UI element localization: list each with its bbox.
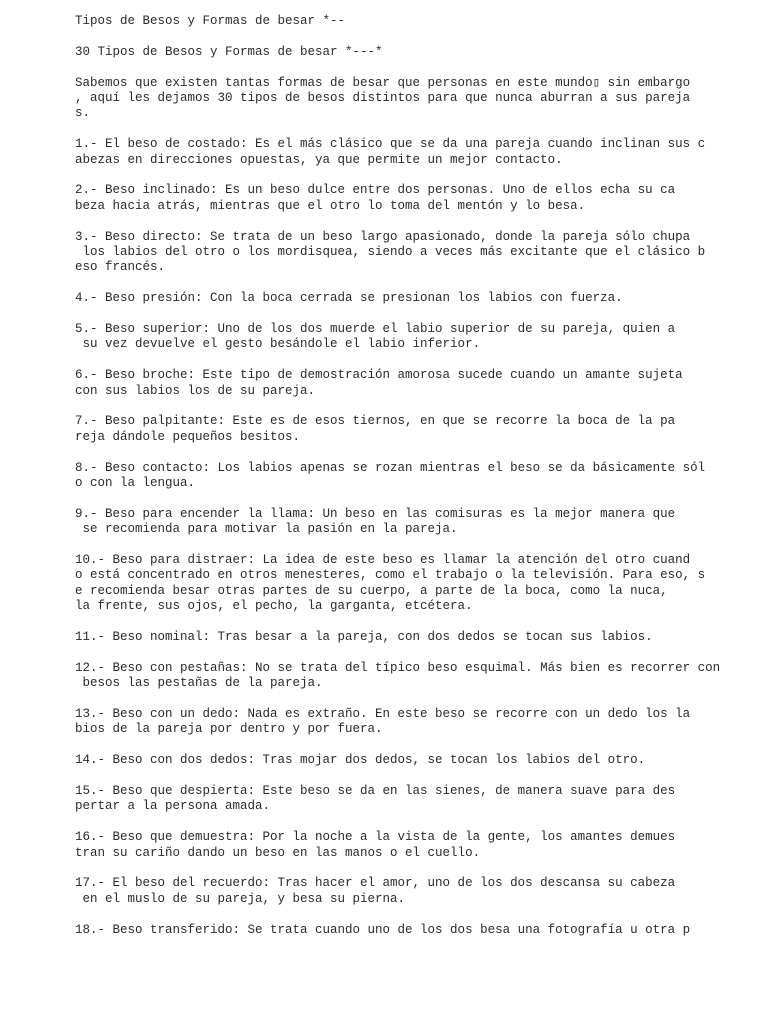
text-line: reja dándole pequeños besitos. (75, 429, 301, 444)
document-paragraph (75, 461, 755, 492)
text-line: pertar a la persona amada. (75, 799, 271, 814)
text-line: 5.- Beso superior: Uno de los dos muerde el labio superior de su pareja, quien a (75, 322, 676, 337)
text-line: 17.- El beso del recuerdo: Tras hacer el amor, uno de los dos descansa su cabeza (75, 876, 676, 891)
text-line: o está concentrado en otros menesteres, como el trabajo o la televisión. Para eso, s (75, 568, 706, 583)
text-line: tran su cariño dando un beso en las manos o el cuello. (75, 845, 481, 860)
text-line: 1.- El beso de costado: Es el más clásico que se da una pareja cuando inclinan sus c (75, 137, 706, 152)
document-paragraph (75, 137, 755, 168)
document-paragraph (75, 707, 755, 738)
document-paragraph (75, 830, 755, 861)
text-line: los labios del otro o los mordisquea, siendo a veces más excitante que el clásico b (75, 245, 706, 260)
document-paragraph (75, 553, 755, 615)
text-line: s. (75, 106, 91, 121)
document-paragraph (75, 291, 755, 306)
document-paragraph (75, 322, 755, 353)
text-line: 14.- Beso con dos dedos: Tras mojar dos dedos, se tocan los labios del otro. (75, 753, 646, 768)
text-line: 15.- Beso que despierta: Este beso se da en las sienes, de manera suave para des (75, 784, 676, 799)
document-paragraph (75, 876, 755, 907)
text-line: se recomienda para motivar la pasión en la pareja. (75, 522, 458, 537)
text-line: o con la lengua. (75, 476, 196, 491)
text-line: 30 Tipos de Besos y Formas de besar *---* (75, 44, 383, 59)
document-paragraph (75, 661, 755, 692)
text-line: 7.- Beso palpitante: Este es de esos tiernos, en que se recorre la boca de la pa (75, 414, 676, 429)
document-paragraph (75, 507, 755, 538)
document-paragraph (75, 784, 755, 815)
document-subtitle (75, 45, 755, 60)
document-paragraph (75, 923, 755, 938)
text-line: 2.- Beso inclinado: Es un beso dulce entre dos personas. Uno de ellos echa su ca (75, 183, 676, 198)
text-line: 12.- Beso con pestañas: No se trata del típico beso esquimal. Más bien es recorrer con (75, 660, 721, 675)
text-line: , aquí les dejamos 30 tipos de besos distintos para que nunca aburran a sus pareja (75, 91, 691, 105)
text-line: abezas en direcciones opuestas, ya que permite un mejor contacto. (75, 152, 563, 167)
text-line: besos las pestañas de la pareja. (75, 676, 323, 691)
document-body (75, 14, 755, 953)
text-line: beza hacia atrás, mientras que el otro lo toma del mentón y lo besa. (75, 198, 586, 213)
text-line: 16.- Beso que demuestra: Por la noche a la vista de la gente, los amantes demues (75, 830, 676, 845)
text-line: en el muslo de su pareja, y besa su pierna. (75, 891, 406, 906)
text-line: con sus labios los de su pareja. (75, 383, 316, 398)
document-paragraph (75, 368, 755, 399)
text-line: 8.- Beso contacto: Los labios apenas se rozan mientras el beso se da básicamente sól (75, 460, 706, 475)
text-line: 9.- Beso para encender la llama: Un beso en las comisuras es la mejor manera que (75, 506, 676, 521)
document-paragraph (75, 753, 755, 768)
text-line: 18.- Beso transferido: Se trata cuando uno de los dos besa una fotografía u otra p (75, 922, 691, 937)
text-line: eso francés. (75, 260, 166, 275)
text-line: 11.- Beso nominal: Tras besar a la pareja, con dos dedos se tocan sus labios. (75, 630, 653, 645)
text-line: e recomienda besar otras partes de su cuerpo, a parte de la boca, como la nuca, (75, 583, 668, 598)
document-paragraph (75, 414, 755, 445)
text-line: Tipos de Besos y Formas de besar *-- (75, 14, 346, 28)
text-line: su vez devuelve el gesto besándole el labio inferior. (75, 337, 481, 352)
text-line: 10.- Beso para distraer: La idea de este beso es llamar la atención del otro cuand (75, 553, 691, 568)
document-paragraph (75, 630, 755, 645)
text-line: 13.- Beso con un dedo: Nada es extraño. En este beso se recorre con un dedo los la (75, 707, 691, 722)
document-paragraph (75, 230, 755, 276)
text-line: Sabemos que existen tantas formas de besar que personas en este mundo▯ sin embargo (75, 75, 691, 90)
text-line: bios de la pareja por dentro y por fuera. (75, 722, 383, 737)
text-line: 4.- Beso presión: Con la boca cerrada se presionan los labios con fuerza. (75, 291, 623, 306)
text-line: 6.- Beso broche: Este tipo de demostración amorosa sucede cuando un amante sujeta (75, 368, 683, 383)
text-line: la frente, sus ojos, el pecho, la garganta, etcétera. (75, 599, 473, 614)
document-title (75, 14, 755, 29)
text-line: 3.- Beso directo: Se trata de un beso largo apasionado, donde la pareja sólo chupa (75, 229, 691, 244)
document-paragraph (75, 76, 755, 122)
document-paragraph (75, 183, 755, 214)
